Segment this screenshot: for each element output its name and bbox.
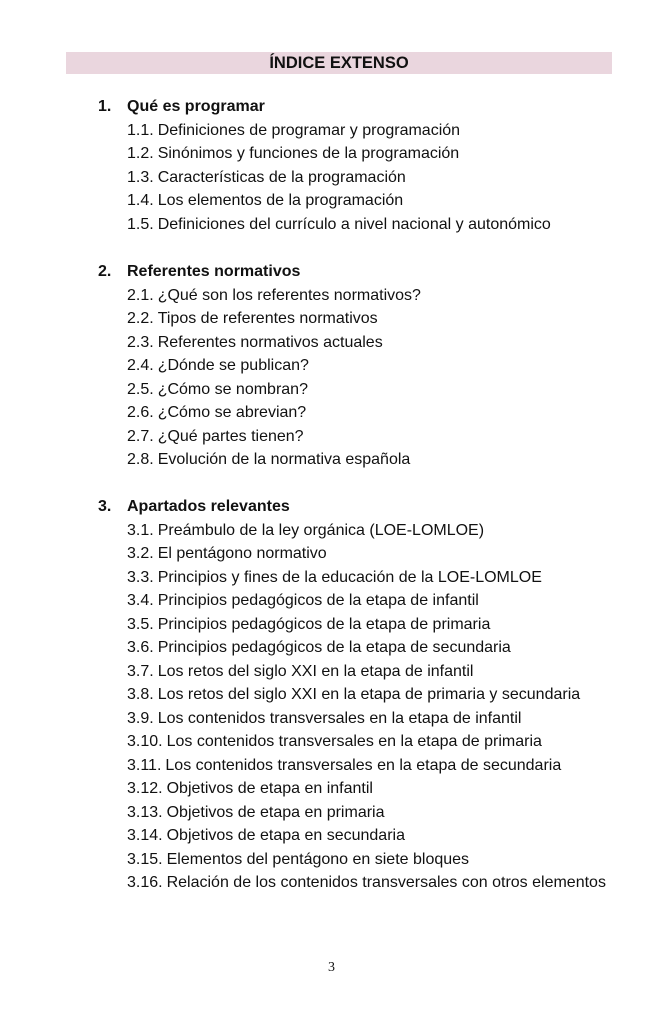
- toc-item[interactable]: [98, 542, 612, 566]
- section-title: Referentes normativos: [127, 263, 301, 280]
- toc-item-number: 1.5.: [127, 215, 154, 233]
- toc-item-text: Referentes normativos actuales: [157, 333, 383, 351]
- toc-item-number: 1.2.: [127, 145, 154, 162]
- toc-item[interactable]: [98, 142, 612, 166]
- toc-item[interactable]: [98, 613, 612, 637]
- toc-item[interactable]: [98, 848, 612, 872]
- toc-item[interactable]: [98, 425, 612, 449]
- toc-item[interactable]: [98, 730, 612, 754]
- page-number: 3: [328, 960, 335, 975]
- toc-item-text: Objetivos de etapa en primaria: [166, 803, 385, 821]
- section-heading[interactable]: [98, 95, 612, 119]
- toc-item-number: 2.3.: [127, 333, 154, 351]
- section-number: 1.: [98, 98, 112, 115]
- toc-item-text: Los retos del siglo XXI en la etapa de infantil: [157, 662, 474, 680]
- toc-item-number: 2.2.: [127, 310, 154, 327]
- toc-item-number: 3.6.: [127, 639, 154, 656]
- section-number: 3.: [98, 498, 112, 515]
- toc-item-number: 2.8.: [127, 451, 154, 468]
- toc-item-text: Objetivos de etapa en infantil: [166, 780, 373, 797]
- toc-item-text: Definiciones de programar y programación: [157, 121, 461, 139]
- section-items: [98, 519, 612, 895]
- toc-item-number: 3.2.: [127, 545, 154, 562]
- toc-item-text: El pentágono normativo: [157, 545, 327, 562]
- toc-item-number: 3.7.: [127, 662, 154, 680]
- toc-item-text: Evolución de la normativa española: [157, 451, 411, 468]
- toc-item-number: 1.4.: [127, 192, 154, 209]
- toc-item-number: 3.15.: [127, 850, 163, 868]
- toc-item[interactable]: [98, 166, 612, 190]
- toc-item[interactable]: [98, 707, 612, 731]
- toc-item-text: ¿Qué partes tienen?: [157, 427, 304, 445]
- toc-item-number: 3.1.: [127, 521, 154, 539]
- toc-item-number: 3.16.: [127, 874, 163, 891]
- toc-item[interactable]: [98, 589, 612, 613]
- toc-item[interactable]: [98, 824, 612, 848]
- toc-item[interactable]: [98, 401, 612, 425]
- toc-item-text: Los contenidos transversales en la etapa de primaria: [166, 733, 542, 750]
- toc-section-3: [98, 495, 612, 895]
- toc-item-text: Principios pedagógicos de la etapa de primaria: [157, 615, 491, 633]
- toc-item-number: 3.12.: [127, 780, 163, 797]
- toc-item-text: Características de la programación: [157, 168, 406, 186]
- toc-item-text: Los contenidos transversales en la etapa de secundaria: [165, 756, 562, 774]
- toc-item[interactable]: [98, 284, 612, 308]
- toc-item[interactable]: [98, 754, 612, 778]
- toc-item-number: 1.3.: [127, 168, 154, 186]
- toc-item-number: 2.5.: [127, 380, 154, 398]
- toc-item[interactable]: [98, 119, 612, 143]
- toc-item-text: Principios pedagógicos de la etapa de secundaria: [157, 639, 511, 656]
- toc-item[interactable]: [98, 331, 612, 355]
- toc-item-text: Objetivos de etapa en secundaria: [166, 827, 405, 844]
- toc-item-text: ¿Cómo se abrevian?: [157, 404, 307, 421]
- toc-item-number: 3.8.: [127, 686, 154, 703]
- toc-item[interactable]: [98, 189, 612, 213]
- toc-item[interactable]: [98, 519, 612, 543]
- toc-item-number: 1.1.: [127, 121, 154, 139]
- toc-item-text: ¿Qué son los referentes normativos?: [157, 286, 421, 304]
- section-heading[interactable]: [98, 495, 612, 519]
- toc-item-text: ¿Dónde se publican?: [157, 357, 309, 374]
- toc-item-text: Los retos del siglo XXI en la etapa de primaria y secundaria: [157, 686, 581, 703]
- toc-item-number: 3.14.: [127, 827, 163, 844]
- section-number: 2.: [98, 263, 112, 280]
- toc-item[interactable]: [98, 566, 612, 590]
- toc-item-text: Elementos del pentágono en siete bloques: [166, 850, 470, 868]
- toc-item[interactable]: [98, 871, 612, 895]
- section-title: Apartados relevantes: [127, 498, 290, 515]
- toc-item-text: Definiciones del currículo a nivel nacional y autonómico: [157, 215, 551, 233]
- toc-item-number: 3.3.: [127, 568, 154, 586]
- toc-item-text: Relación de los contenidos transversales con otros elementos: [166, 874, 606, 891]
- toc-item-number: 2.1.: [127, 286, 154, 304]
- toc-item[interactable]: [98, 307, 612, 331]
- toc-item-number: 3.11.: [127, 756, 162, 774]
- toc-item-text: Principios pedagógicos de la etapa de infantil: [157, 592, 479, 609]
- toc-item[interactable]: [98, 683, 612, 707]
- toc-item-number: 2.4.: [127, 357, 154, 374]
- toc-item-text: Principios y fines de la educación de la LOE-LOMLOE: [157, 568, 542, 586]
- toc-item-number: 3.10.: [127, 733, 163, 750]
- toc-item-text: Sinónimos y funciones de la programación: [157, 145, 460, 162]
- toc-item-text: Los elementos de la programación: [157, 192, 404, 209]
- toc-item[interactable]: [98, 354, 612, 378]
- section-heading[interactable]: [98, 260, 612, 284]
- section-items: [98, 119, 612, 237]
- toc-item[interactable]: [98, 660, 612, 684]
- toc-item[interactable]: [98, 801, 612, 825]
- toc-item-number: 3.4.: [127, 592, 154, 609]
- toc-item-number: 3.9.: [127, 709, 154, 727]
- index-title: ÍNDICE EXTENSO: [66, 52, 612, 74]
- toc-item-number: 2.6.: [127, 404, 154, 421]
- section-items: [98, 284, 612, 472]
- toc-item[interactable]: [98, 636, 612, 660]
- toc-item-text: Tipos de referentes normativos: [157, 310, 378, 327]
- section-title: Qué es programar: [127, 98, 265, 115]
- toc-item[interactable]: [98, 777, 612, 801]
- toc-item-text: Los contenidos transversales en la etapa de infantil: [157, 709, 522, 727]
- toc-item-text: Preámbulo de la ley orgánica (LOE-LOMLOE): [157, 521, 485, 539]
- toc-item-number: 2.7.: [127, 427, 154, 445]
- toc-item[interactable]: [98, 448, 612, 472]
- toc-item-number: 3.13.: [127, 803, 163, 821]
- toc-section-1: [98, 95, 612, 236]
- toc-section-2: [98, 260, 612, 472]
- toc-item[interactable]: [98, 213, 612, 237]
- toc-item[interactable]: [98, 378, 612, 402]
- toc-item-text: ¿Cómo se nombran?: [157, 380, 308, 398]
- toc-item-number: 3.5.: [127, 615, 154, 633]
